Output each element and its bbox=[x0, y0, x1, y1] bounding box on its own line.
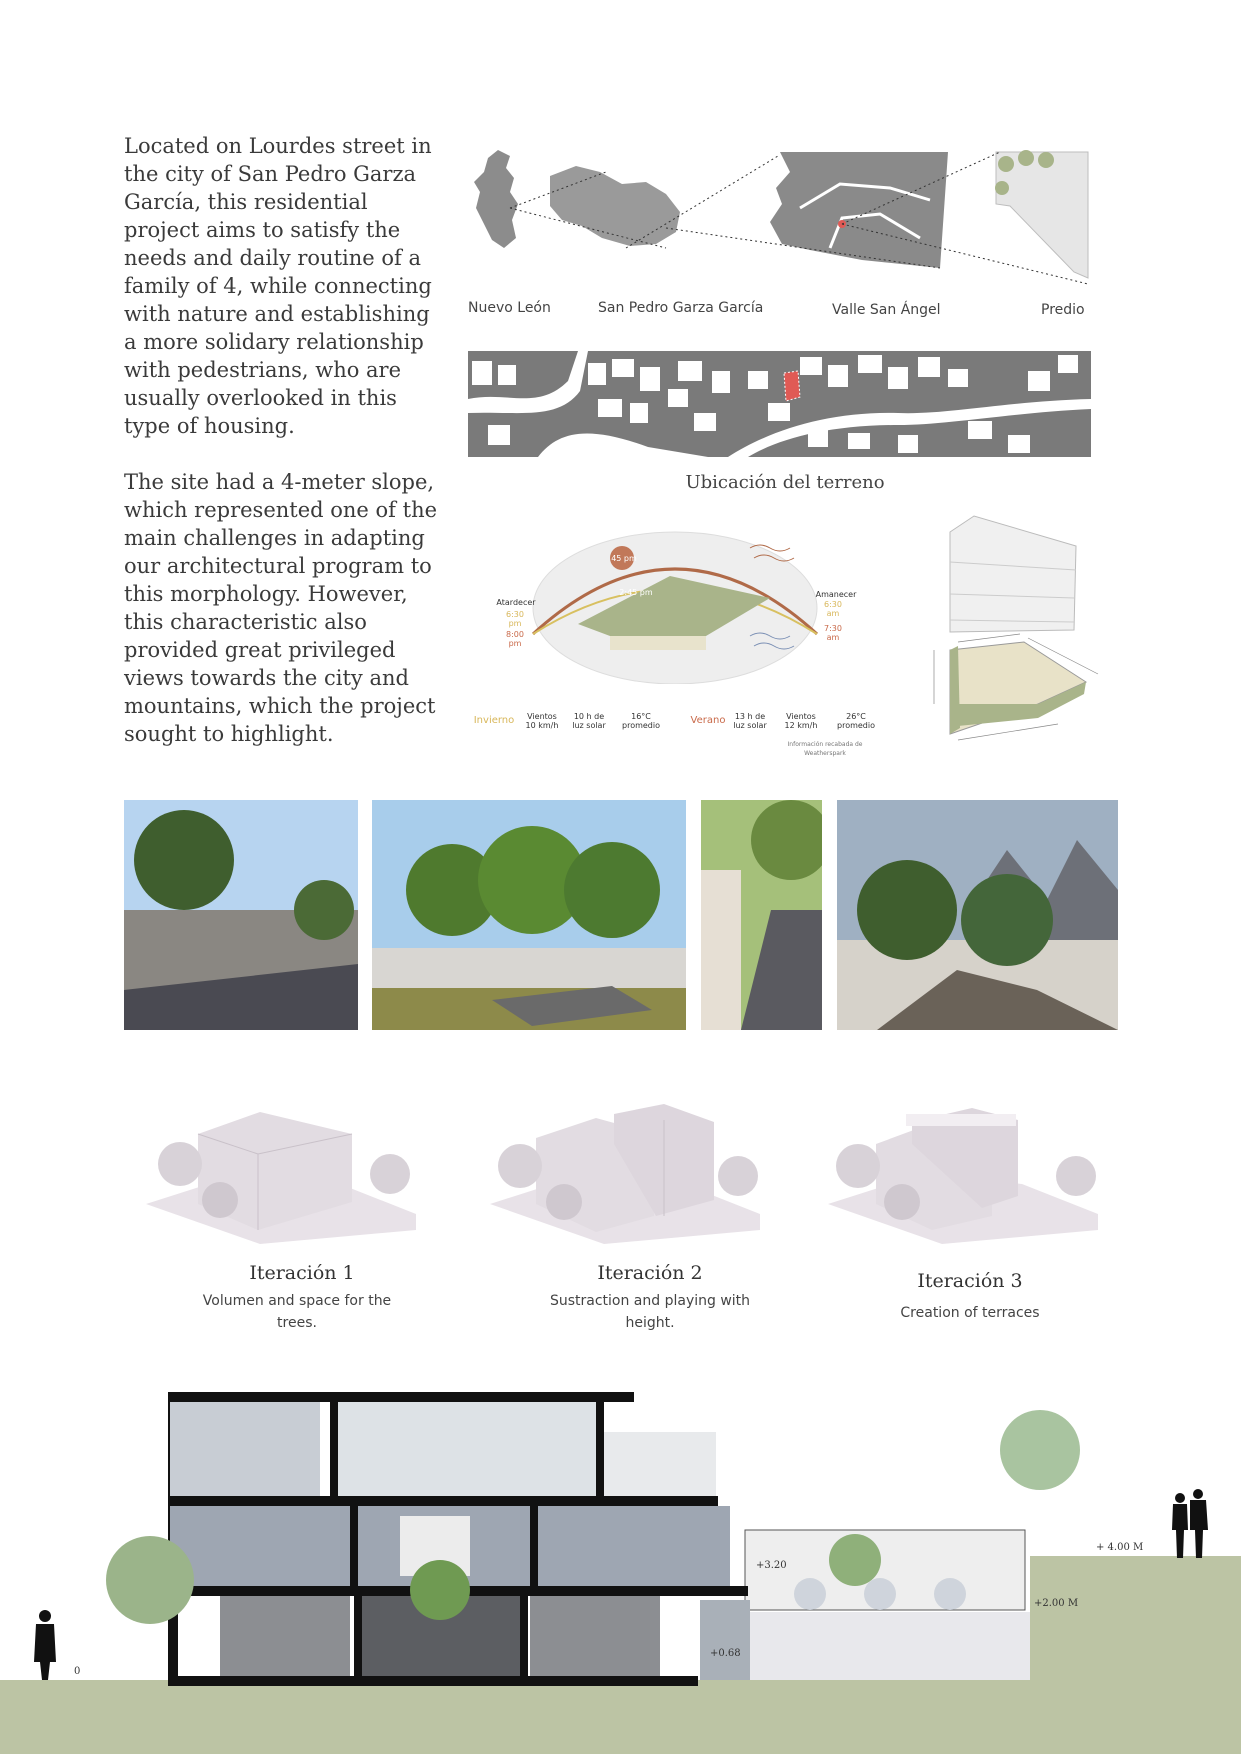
verano-label: Verano bbox=[690, 715, 726, 726]
valle-san-angel-map bbox=[770, 152, 948, 268]
invierno-temp: 16°C promedio bbox=[622, 712, 660, 730]
level-0-68: +0.68 bbox=[710, 1648, 741, 1659]
amanecer-time-2: 7:30 am bbox=[824, 624, 842, 642]
site-photo-3 bbox=[701, 800, 822, 1030]
site-photo-2 bbox=[372, 800, 686, 1030]
level-4-00: + 4.00 M bbox=[1096, 1542, 1144, 1553]
person-silhouette-left bbox=[34, 1610, 56, 1680]
level-2-00: +2.00 M bbox=[1034, 1598, 1079, 1609]
iteration-2-model bbox=[484, 1104, 764, 1254]
people-silhouettes-right bbox=[1172, 1489, 1208, 1558]
site-photo-1 bbox=[124, 800, 358, 1030]
predio-map bbox=[995, 150, 1088, 278]
sun-time-high: 45 pm bbox=[611, 554, 637, 563]
iteration-1-model bbox=[140, 1104, 420, 1254]
location-caption: Ubicación del terreno bbox=[685, 472, 885, 493]
label-san-pedro: San Pedro Garza García bbox=[598, 300, 764, 316]
iteration-2-title: Iteración 2 bbox=[597, 1262, 703, 1284]
invierno-luz: 10 h de luz solar bbox=[572, 712, 606, 730]
label-valle-san-angel: Valle San Ángel bbox=[832, 302, 941, 318]
location-maps bbox=[470, 148, 1095, 293]
verano-luz: 13 h de luz solar bbox=[733, 712, 767, 730]
atardecer-label: Atardecer bbox=[496, 598, 536, 607]
source-note: Información recabada de Weatherspark bbox=[787, 741, 863, 757]
iteration-1-title: Iteración 1 bbox=[249, 1262, 355, 1284]
street-map bbox=[468, 351, 1091, 457]
site-volume-diagram bbox=[898, 514, 1120, 750]
label-predio: Predio bbox=[1041, 302, 1085, 318]
verano-vientos: Vientos 12 km/h bbox=[784, 712, 818, 730]
verano-temp: 26°C promedio bbox=[837, 712, 875, 730]
iteration-1-desc: Volumen and space for the trees. bbox=[202, 1293, 392, 1331]
nuevo-leon-map bbox=[474, 150, 518, 248]
level-0: 0 bbox=[74, 1666, 81, 1677]
site-photo-4 bbox=[837, 800, 1118, 1030]
iteration-3-model bbox=[822, 1104, 1102, 1254]
intro-text bbox=[124, 132, 446, 776]
iteration-3-desc: Creation of terraces bbox=[900, 1305, 1040, 1321]
invierno-label: Invierno bbox=[473, 715, 515, 726]
atardecer-time-2: 8:00 pm bbox=[506, 630, 524, 648]
label-nuevo-leon: Nuevo León bbox=[468, 300, 551, 316]
amanecer-time-1: 6:30 am bbox=[824, 600, 842, 618]
invierno-vientos: Vientos 10 km/h bbox=[525, 712, 559, 730]
iteration-3-title: Iteración 3 bbox=[917, 1270, 1023, 1292]
sun-time-low: 2:45 pm bbox=[619, 588, 653, 597]
level-3-20: +3.20 bbox=[756, 1560, 787, 1571]
san-pedro-map bbox=[550, 166, 680, 246]
atardecer-time-1: 6:30 pm bbox=[506, 610, 524, 628]
amanecer-label: Amanecer bbox=[815, 590, 857, 599]
iteration-2-desc: Sustraction and playing with height. bbox=[549, 1293, 751, 1331]
intro-paragraph-2: The site had a 4-meter slope, which represented one of the main challenges in adapting our architectural program to this morphology. However, this characteristic also provided great privileged views towards the city and mountains, which the project sought to highlight. bbox=[124, 470, 438, 746]
site-marker bbox=[784, 371, 800, 401]
intro-paragraph-1: Located on Lourdes street in the city of San Pedro Garza García, this residential project aims to satisfy the needs and daily routine of a family of 4, while connecting with nature and establishing a more solidary relationship with pedestrians, who are usually overlooked in this type of housing. bbox=[124, 134, 432, 438]
building-section bbox=[0, 1380, 1241, 1754]
